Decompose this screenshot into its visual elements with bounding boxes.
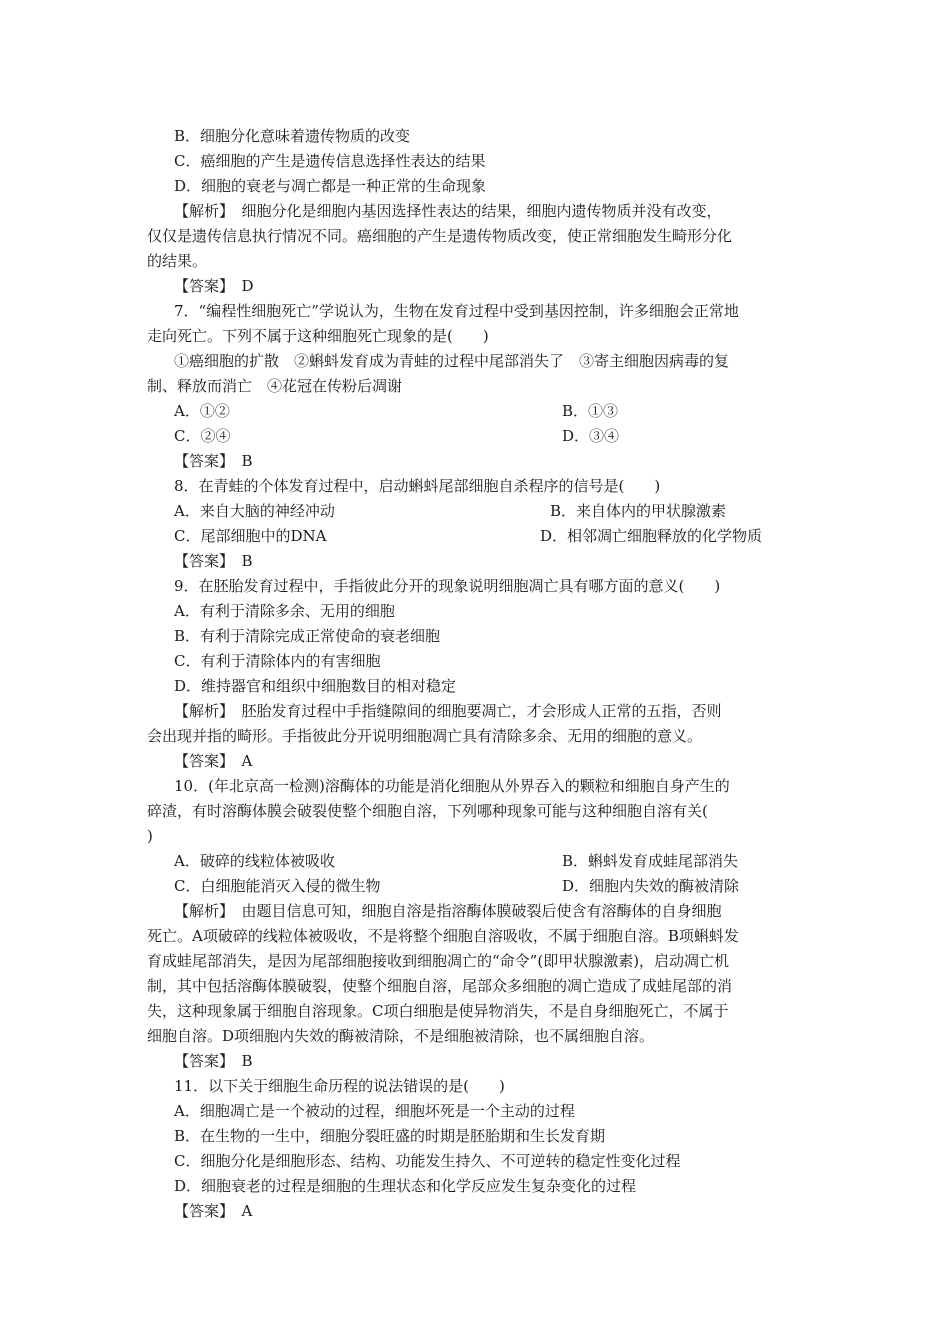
q9-answer: 【答案】 A (174, 752, 253, 770)
q7-option-c: C．②④ (174, 427, 231, 445)
q8-option-b: B．来自体内的甲状腺激素 (550, 502, 727, 520)
q11-option-c: C．细胞分化是细胞形态、结构、功能发生持久、不可逆转的稳定性变化过程 (174, 1152, 681, 1170)
q11-option-b: B．在生物的一生中，细胞分裂旺盛的时期是胚胎期和生长发育期 (174, 1127, 606, 1145)
q7-option-a: A．①② (174, 402, 230, 420)
q8-option-c: C．尾部细胞中的DNA (174, 527, 327, 545)
q8-stem: 8．在青蛙的个体发育过程中，启动蝌蚪尾部细胞自杀程序的信号是( ) (174, 477, 661, 495)
q6-analysis-line-2: 仅仅是遗传信息执行情况不同。癌细胞的产生是遗传物质改变，使正常细胞发生畸形分化 (147, 227, 733, 245)
q7-items-line-2: 制、释放而消亡 ④花冠在传粉后凋谢 (147, 377, 403, 395)
q6-analysis-line-3: 的结果。 (147, 252, 208, 270)
q10-answer: 【答案】 B (174, 1052, 253, 1070)
q9-analysis-line-1: 【解析】 胚胎发育过程中手指缝隙间的细胞要凋亡，才会形成人正常的五指，否则 (174, 702, 722, 720)
q6-option-d: D．细胞的衰老与凋亡都是一种正常的生命现象 (174, 177, 487, 195)
q11-stem: 11．以下关于细胞生命历程的说法错误的是( ) (174, 1077, 505, 1095)
q9-option-a: A．有利于清除多余、无用的细胞 (174, 602, 395, 620)
q9-option-c: C．有利于清除体内的有害细胞 (174, 652, 381, 670)
q8-option-d: D．相邻凋亡细胞释放的化学物质 (540, 527, 763, 545)
q8-answer: 【答案】 B (174, 552, 253, 570)
q10-stem-line-2: 碎渣，有时溶酶体膜会破裂使整个细胞自溶，下列哪种现象可能与这种细胞自溶有关( (147, 802, 708, 820)
q9-stem: 9．在胚胎发育过程中，手指彼此分开的现象说明细胞凋亡具有哪方面的意义( ) (174, 577, 721, 595)
q8-option-a: A．来自大脑的神经冲动 (174, 502, 335, 520)
q10-analysis-line-2: 死亡。A项破碎的线粒体被吸收，不是将整个细胞自溶吸收，不属于细胞自溶。B项蝌蚪发 (147, 927, 739, 945)
q6-analysis-line-1: 【解析】 细胞分化是细胞内基因选择性表达的结果，细胞内遗传物质并没有改变， (174, 202, 722, 220)
q9-option-b: B．有利于清除完成正常使命的衰老细胞 (174, 627, 441, 645)
q6-answer: 【答案】 D (174, 277, 254, 295)
q7-option-b: B．①③ (562, 402, 619, 420)
q7-stem-line-1: 7．“编程性细胞死亡”学说认为，生物在发育过程中受到基因控制，许多细胞会正常地 (174, 302, 739, 320)
q9-option-d: D．维持器官和组织中细胞数目的相对稳定 (174, 677, 457, 695)
q10-analysis-line-6: 细胞自溶。D项细胞内失效的酶被清除，不是细胞被清除，也不属细胞自溶。 (147, 1027, 655, 1045)
q10-analysis-line-3: 育成蛙尾部消失，是因为尾部细胞接收到细胞凋亡的“命令”(即甲状腺激素)，启动凋亡机 (147, 952, 730, 970)
q10-analysis-line-4: 制，其中包括溶酶体膜破裂，使整个细胞自溶，尾部众多细胞的凋亡造成了成蛙尾部的消 (147, 977, 733, 995)
q7-stem-line-2: 走向死亡。下列不属于这种细胞死亡现象的是( ) (147, 327, 489, 345)
q10-stem-line-3: ) (147, 827, 153, 845)
q10-option-c: C．白细胞能消灭入侵的微生物 (174, 877, 381, 895)
q6-option-b: B．细胞分化意味着遗传物质的改变 (174, 127, 411, 145)
q10-option-a: A．破碎的线粒体被吸收 (174, 852, 335, 870)
q7-items-line-1: ①癌细胞的扩散 ②蝌蚪发育成为青蛙的过程中尾部消失了 ③寄主细胞因病毒的复 (174, 352, 730, 370)
q7-option-d: D．③④ (562, 427, 620, 445)
q10-analysis-line-1: 【解析】 由题目信息可知，细胞自溶是指溶酶体膜破裂后使含有溶酶体的自身细胞 (174, 902, 722, 920)
q10-option-b: B．蝌蚪发育成蛙尾部消失 (562, 852, 739, 870)
q9-analysis-line-2: 会出现并指的畸形。手指彼此分开说明细胞凋亡具有清除多余、无用的细胞的意义。 (147, 727, 703, 745)
q11-option-a: A．细胞凋亡是一个被动的过程，细胞坏死是一个主动的过程 (174, 1102, 575, 1120)
q10-stem-line-1: 10．(年北京高一检测)溶酶体的功能是消化细胞从外界吞入的颗粒和细胞自身产生的 (174, 777, 730, 795)
q10-option-d: D．细胞内失效的酶被清除 (562, 877, 740, 895)
q6-option-c: C．癌细胞的产生是遗传信息选择性表达的结果 (174, 152, 486, 170)
q7-answer: 【答案】 B (174, 452, 253, 470)
q11-answer: 【答案】 A (174, 1202, 253, 1220)
q10-analysis-line-5: 失，这种现象属于细胞自溶现象。C项白细胞是使异物消失，不是自身细胞死亡，不属于 (147, 1002, 729, 1020)
q11-option-d: D．细胞衰老的过程是细胞的生理状态和化学反应发生复杂变化的过程 (174, 1177, 637, 1195)
